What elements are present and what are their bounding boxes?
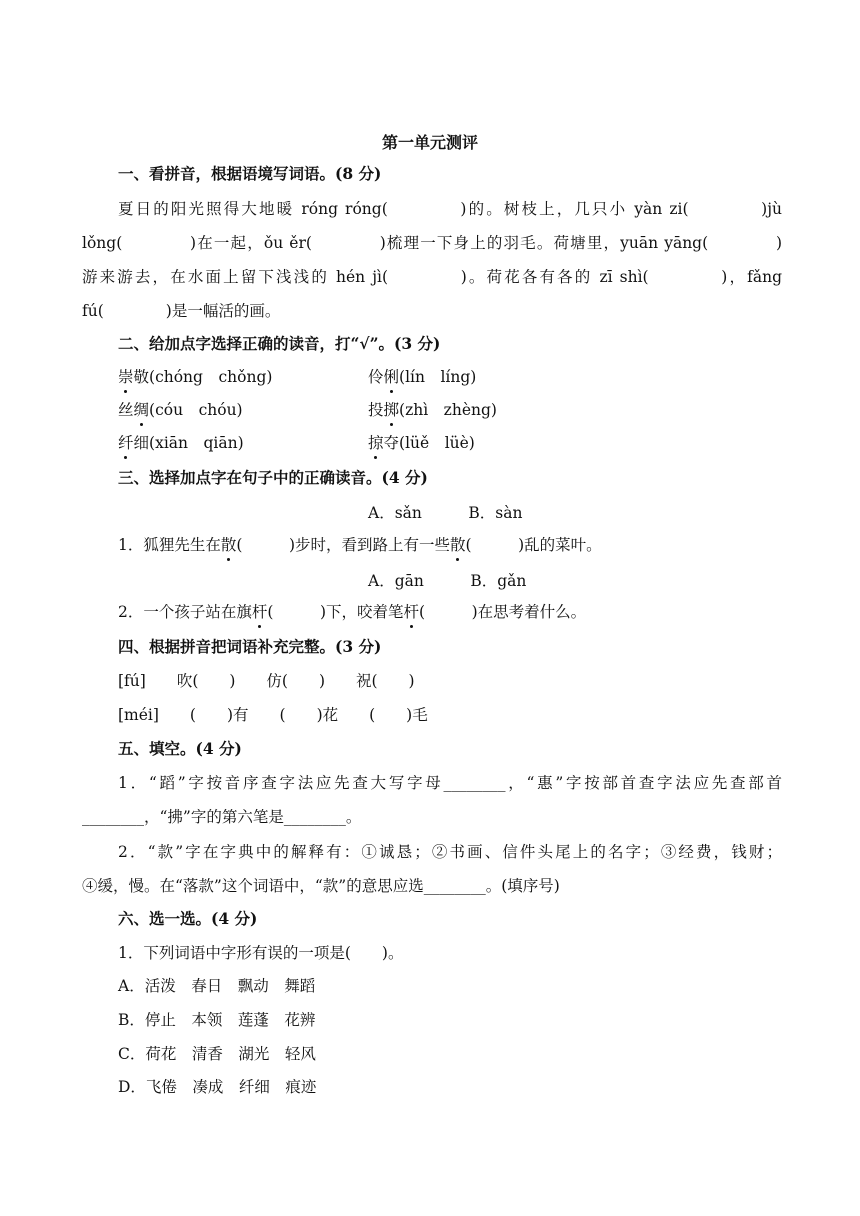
dotted-char: 散 <box>450 536 466 554</box>
s3-q2 <box>118 601 782 623</box>
s2-item-text: (lín líng) <box>399 368 477 386</box>
s3-q2-options: A．gān B．gǎn <box>368 572 527 590</box>
s3-q1-options: A．sǎn B．sàn <box>368 504 523 522</box>
section-3-heading: 三、选择加点字在句子中的正确读音。(4 分) <box>118 468 428 487</box>
s3-q1-text-b: ( )步时，看到路上有一些 <box>236 536 450 554</box>
s2-item-pre: 丝 <box>118 401 134 419</box>
s2-item-2 <box>368 366 860 388</box>
s2-item-6 <box>368 432 860 454</box>
s3-q2-text-b: ( )下，咬着笔 <box>267 603 404 621</box>
s3-q2-text-c: ( )在思考着什么。 <box>419 603 587 621</box>
s5-q2-line-2: ④缓，慢。在“落款”这个词语中，“款”的意思应选________。(填序号) <box>82 877 560 895</box>
s5-q2-line-1: 2．“款”字在字典中的解释有：①诚恳；②书画、信件头尾上的名字；③经费，钱财； <box>118 843 782 861</box>
dotted-char: 杆 <box>403 603 420 621</box>
s2-item-char: 细 <box>133 434 150 452</box>
s2-item-pre: 伶 <box>368 368 384 386</box>
s4-line-1: [fú] 吹( ) 仿( ) 祝( ) <box>118 672 415 690</box>
s2-item-text: (xiān qiān) <box>149 434 244 452</box>
s3-q1-text-a: 1．狐狸先生在 <box>118 536 221 554</box>
page-title: 第一单元测评 <box>381 133 478 152</box>
s2-item-text: 敬(chóng chǒng) <box>133 368 273 386</box>
dotted-char: 纤 <box>118 434 134 452</box>
dotted-char: 掷 <box>383 401 400 419</box>
section-4-heading: 四、根据拼音把词语补充完整。(3 分) <box>118 637 382 656</box>
s3-q2-text-a: 2．一个孩子站在旗 <box>118 603 252 621</box>
s6-q1: 1．下列词语中字形有误的一项是( )。 <box>118 944 404 962</box>
s2-item-text: (lüě lüè) <box>399 434 475 452</box>
s6-option-a: A．活泼 春日 飘动 舞蹈 <box>118 977 316 995</box>
s5-q1-line-1: 1．“蹈”字按音序查字法应先查大写字母________，“惠”字按部首查字法应先查部首 <box>118 774 782 792</box>
s2-item-text: (zhì zhèng) <box>399 401 497 419</box>
s2-item-text: (cóu chóu) <box>149 401 243 419</box>
section-1-line-1: 夏日的阳光照得大地暖 róng róng( )的。树枝上，几只小 yàn zi( )jù <box>118 200 782 218</box>
dotted-char: 绸 <box>133 401 150 419</box>
dotted-char: 俐 <box>383 368 400 386</box>
s5-q1-line-2: ________，“拂”字的第六笔是________。 <box>82 808 362 826</box>
s4-line-2: [méi] ( )有 ( )花 ( )毛 <box>118 706 428 724</box>
dotted-char: 散 <box>220 536 237 554</box>
s2-item-4 <box>368 399 860 421</box>
section-1-heading: 一、看拼音，根据语境写词语。(8 分) <box>118 164 382 183</box>
s2-item-pre: 投 <box>368 401 384 419</box>
dotted-char: 崇 <box>118 368 134 386</box>
dotted-char: 杆 <box>251 603 268 621</box>
dotted-char: 掠 <box>368 434 384 452</box>
s6-option-d: D．飞倦 凑成 纤细 痕迹 <box>118 1078 317 1096</box>
s6-option-c: C．荷花 清香 湖光 轻风 <box>118 1045 316 1063</box>
s3-q1 <box>118 534 782 556</box>
s2-item-char: 夺 <box>383 434 400 452</box>
s3-q1-text-c: ( )乱的菜叶。 <box>465 536 602 554</box>
s6-option-b: B．停止 本领 莲蓬 花辨 <box>118 1011 316 1029</box>
section-2-heading: 二、给加点字选择正确的读音，打“√”。(3 分) <box>118 334 441 353</box>
section-1-line-2: lǒng( )在一起，ǒu ěr( )梳理一下身上的羽毛。荷塘里，yuān yāng( ) <box>82 234 782 252</box>
section-5-heading: 五、填空。(4 分) <box>118 739 242 758</box>
section-1-line-3: 游来游去，在水面上留下浅浅的 hén jì( )。荷花各有各的 zī shì( )，fǎng <box>82 268 782 286</box>
section-6-heading: 六、选一选。(4 分) <box>118 909 258 928</box>
section-1-line-4: fú( )是一幅活的画。 <box>82 302 281 320</box>
